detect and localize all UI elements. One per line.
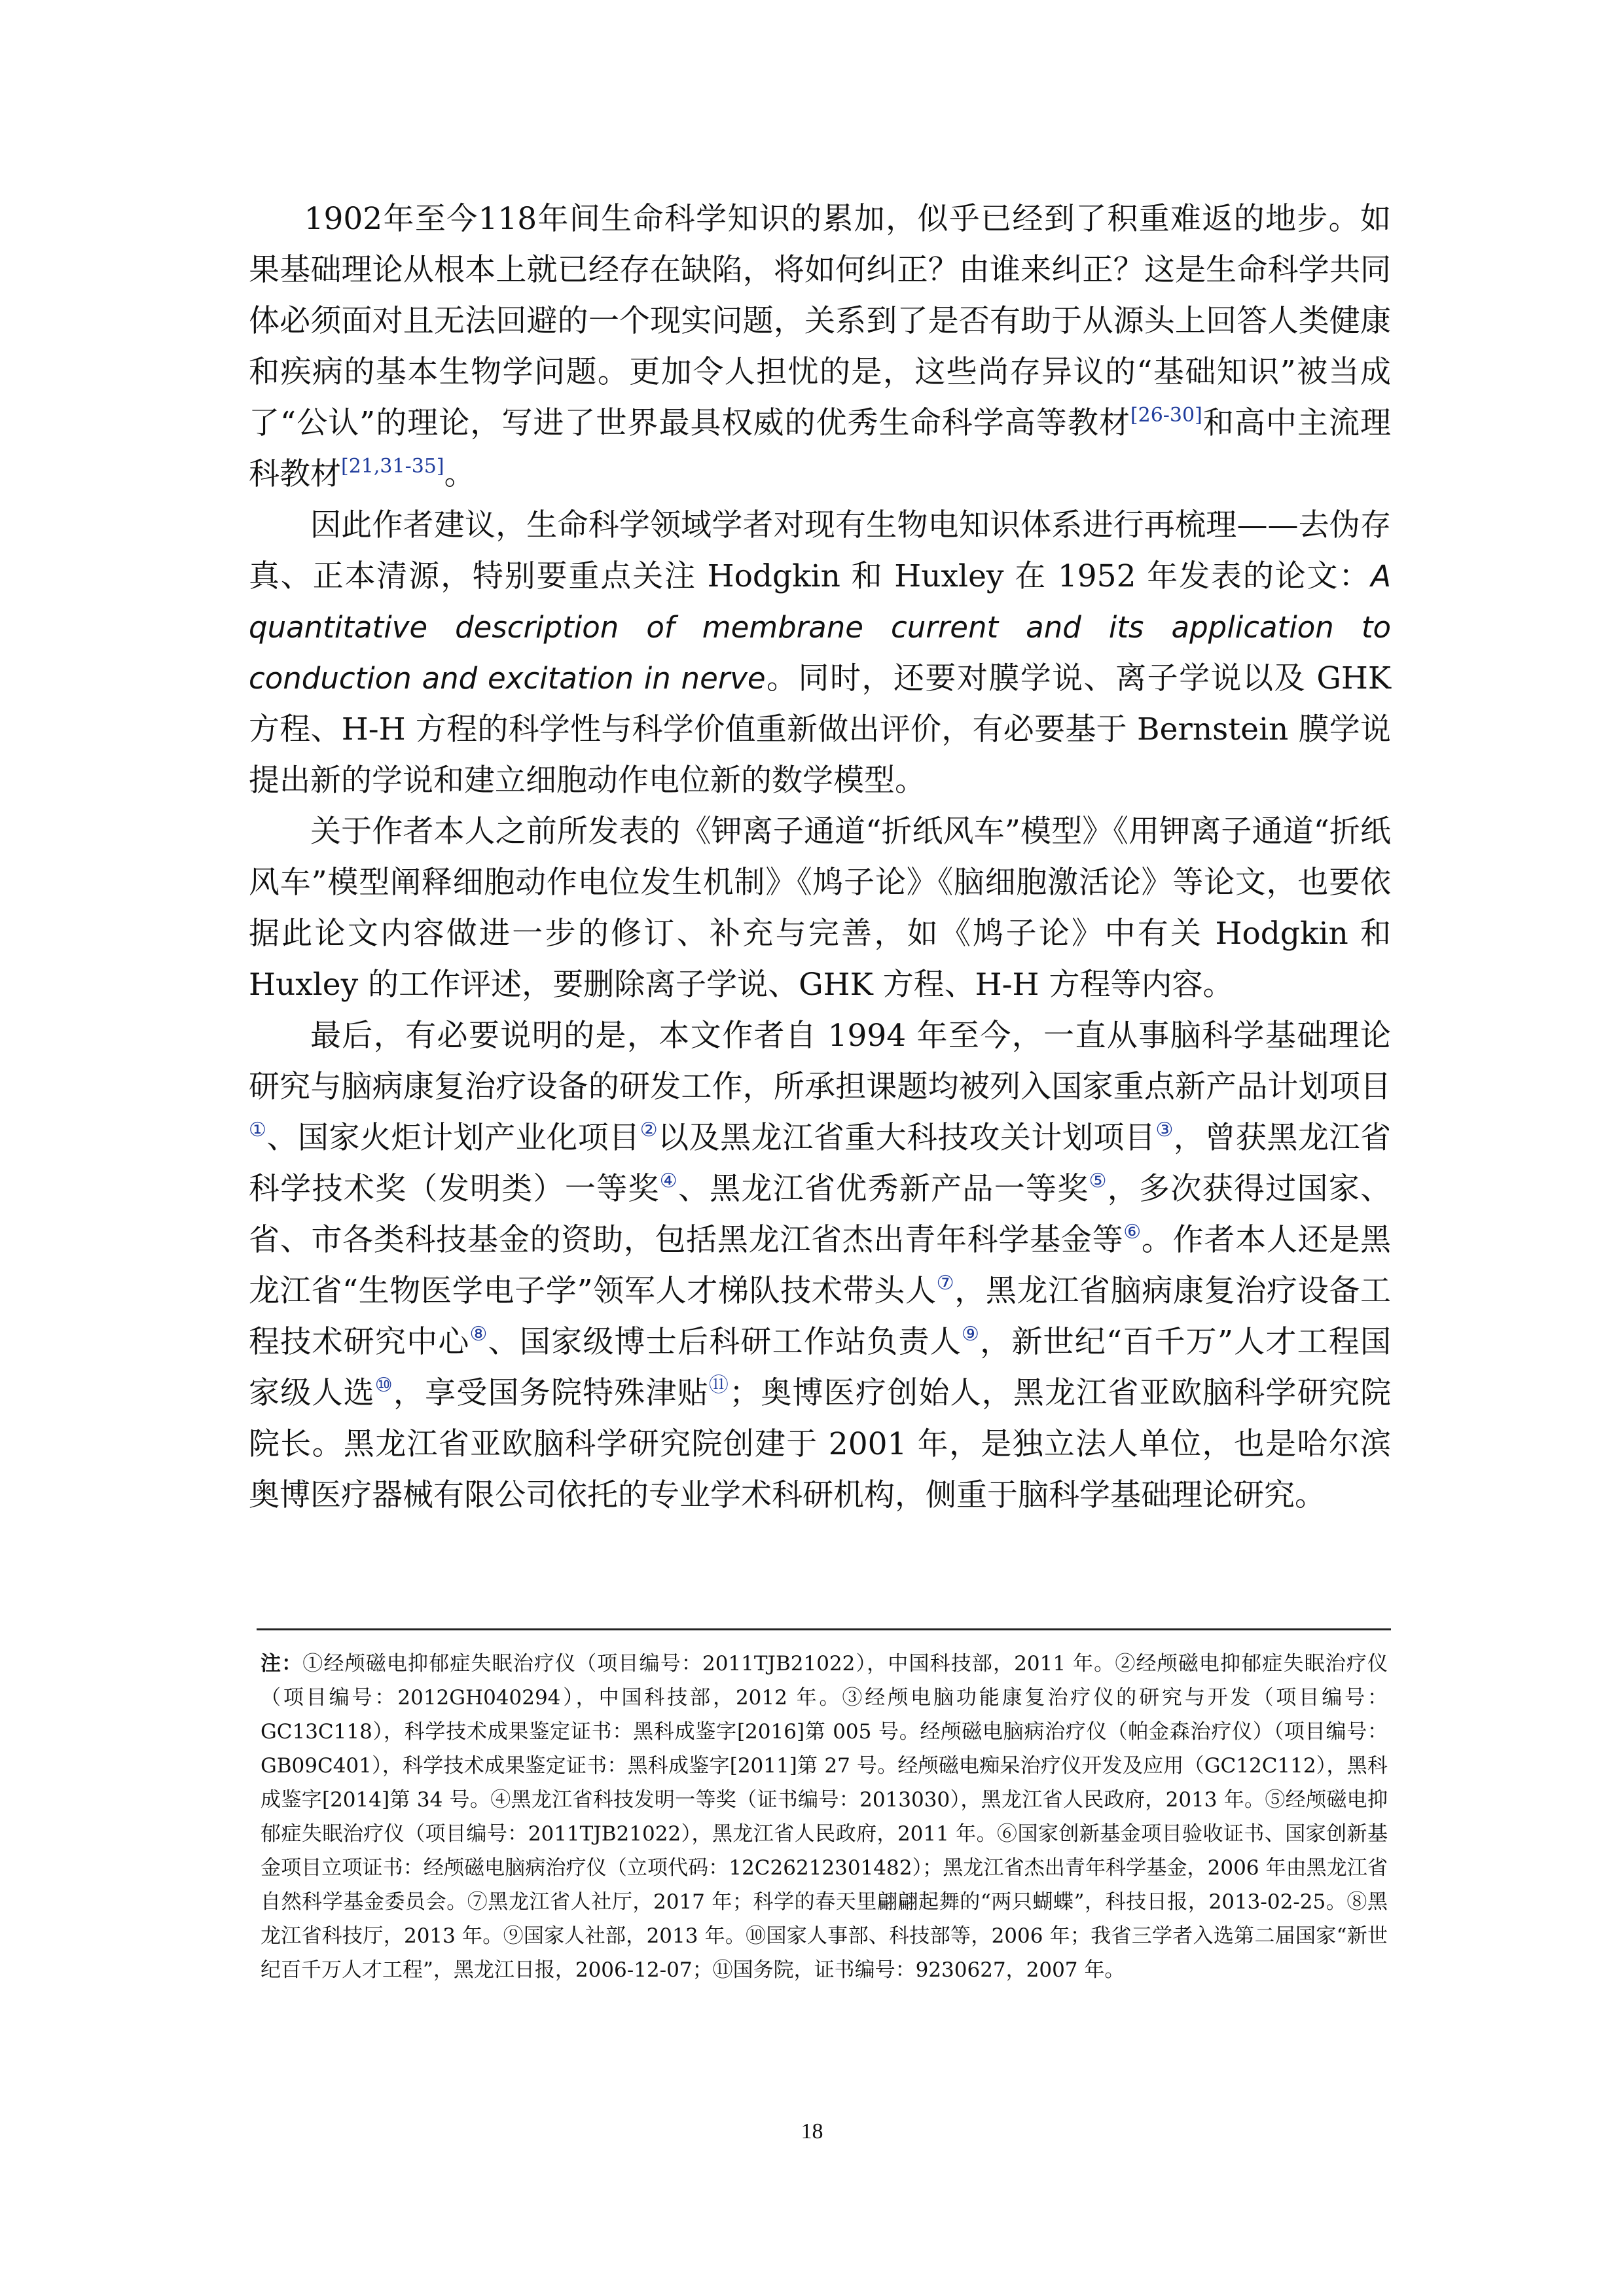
paragraph-4-text: ，享受国务院特殊津贴 xyxy=(393,1375,709,1411)
paragraph-2-text: 因此作者建议，生命科学领域学者对现有生物电知识体系进行再梳理——去伪存真、正本清源，特别要重点关注 Hodgkin 和 Huxley 在 1952 年发表的论文： xyxy=(249,507,1391,594)
note-mark-5[interactable]: ⑤ xyxy=(1089,1170,1108,1193)
note-mark-7[interactable]: ⑦ xyxy=(936,1272,955,1295)
paragraph-4-text: ，多次获得过国家、省、市各类科技基金的资助，包括黑龙江省杰出青年科学基金等 xyxy=(249,1171,1392,1258)
footnote-divider xyxy=(257,1628,1391,1630)
paragraph-2-text-b: 。同时，还要对膜学说、离子学说以及 GHK 方程、H-H 方程的科学性与科学价值重新做出评价，有必要基于 Bernstein 膜学说提出新的学说和建立细胞动作电位新的数学模型。 xyxy=(249,660,1391,798)
paragraph-4-text: ，新世纪“百千万”人才工程国家级人选 xyxy=(249,1324,1392,1411)
note-mark-3[interactable]: ③ xyxy=(1155,1119,1174,1141)
note-mark-11[interactable]: ⑪ xyxy=(708,1374,730,1397)
citation-26-30[interactable]: [26-30] xyxy=(1130,404,1202,427)
paragraph-3-text: 关于作者本人之前所发表的《钾离子通道“折纸风车”模型》《用钾离子通道“折纸风车”模型阐释细胞动作电位发生机制》《鸠子论》《脑细胞激活论》等论文，也要依据此论文内容做进一步的修订、补充与完善，如《鸠子论》中有关 Hodgkin 和 Huxley 的工作评述，要删除离子学说、GHK 方程、H-H 方程等内容。 xyxy=(249,814,1391,1003)
note-mark-8[interactable]: ⑧ xyxy=(469,1323,488,1346)
paragraph-1-end: 。 xyxy=(444,456,475,492)
paragraph-4-text: ；奥博医疗创始人，黑龙江省亚欧脑科学研究院院长。黑龙江省亚欧脑科学研究院创建于 2001 年，是独立法人单位，也是哈尔滨奥博医疗器械有限公司依托的专业学术科研机构，侧重于脑科学基础理论研究。 xyxy=(249,1375,1392,1513)
paragraph-2 xyxy=(249,500,1391,806)
note-mark-2[interactable]: ② xyxy=(640,1119,659,1141)
note-mark-9[interactable]: ⑨ xyxy=(961,1323,981,1346)
note-mark-4[interactable]: ④ xyxy=(659,1170,678,1193)
paragraph-4 xyxy=(249,1011,1391,1521)
paragraph-4-text: 、国家火炬计划产业化项目 xyxy=(266,1120,640,1156)
paragraph-1 xyxy=(249,194,1391,500)
paragraph-4-text: ，曾获黑龙江省科学技术奖（发明类）一等奖 xyxy=(249,1120,1392,1207)
note-mark-1[interactable]: ① xyxy=(249,1119,267,1141)
note-mark-10[interactable]: ⑩ xyxy=(374,1374,393,1397)
paragraph-4-text: 最后，有必要说明的是，本文作者自 1994 年至今，一直从事脑科学基础理论研究与脑病康复治疗设备的研发工作，所承担课题均被列入国家重点新产品计划项目 xyxy=(249,1018,1391,1105)
paragraph-4-text: 以及黑龙江省重大科技攻关计划项目 xyxy=(658,1120,1156,1156)
paragraph-4-text: 、国家级博士后科研工作站负责人 xyxy=(488,1324,962,1360)
footnote-block xyxy=(261,1647,1388,1987)
footnote-label: 注： xyxy=(261,1652,303,1676)
note-mark-6[interactable]: ⑥ xyxy=(1123,1221,1142,1244)
cited-paper-title: A quantitative description of membrane current and its application to conduction and excitation in nerve xyxy=(249,559,1391,696)
paragraph-1-text-b: 和高中主流理科教材 xyxy=(249,405,1392,492)
footnote-text: ①经颅磁电抑郁症失眠治疗仪（项目编号：2011TJB21022），中国科技部，2011 年。②经颅磁电抑郁症失眠治疗仪（项目编号：2012GH040294），中国科技部，2012 年。③经颅电脑功能康复治疗仪的研究与开发（项目编号：GC13C118），科学技术成果鉴定证书：黑科成鉴字[2016]第 005 号。经颅磁电脑病治疗仪（帕金森治疗仪）（项目编号：GB09C401），科学技术成果鉴定证书：黑科成鉴字[2011]第 27 号。经颅磁电痴呆治疗仪开发及应用（GC12C112），黑科成鉴字[2014]第 34 号。④黑龙江省科技发明一等奖（证书编号：2013030），黑龙江省人民政府，2013 年。⑤经颅磁电抑郁症失眠治疗仪（项目编号：2011TJB21022），黑龙江省人民政府，2011 年。⑥国家创新基金项目验收证书、国家创新基金项目立项证书：经颅磁电脑病治疗仪（立项代码：12C26212301482）；黑龙江省杰出青年科学基金，2006 年由黑龙江省自然科学基金委员会。⑦黑龙江省人社厅，2017 年；科学的春天里翩翩起舞的“两只蝴蝶”，科技日报，2013-02-25。⑧黑龙江省科技厅，2013 年。⑨国家人社部，2013 年。⑩国家人事部、科技部等，2006 年；我省三学者入选第二届国家“新世纪百千万人才工程”，黑龙江日报，2006-12-07；⑪国务院，证书编号：9230627，2007 年。 xyxy=(261,1652,1388,1982)
paragraph-4-text: 。作者本人还是黑龙江省“生物医学电子学”领军人才梯队技术带头人 xyxy=(249,1222,1391,1309)
paragraph-4-text: ，黑龙江省脑病康复治疗设备工程技术研究中心 xyxy=(249,1273,1391,1360)
paragraph-1-text: 1902年至今118年间生命科学知识的累加，似乎已经到了积重难返的地步。如果基础理论从根本上就已经存在缺陷，将如何纠正？由谁来纠正？这是生命科学共同体必须面对且无法回避的一个现实问题，关系到了是否有助于从源头上回答人类健康和疾病的基本生物学问题。更加令人担忧的是，这些尚存异议的“基础知识”被当成了“公认”的理论，写进了世界最具权威的优秀生命科学高等教材 xyxy=(249,201,1391,441)
citation-21-31-35[interactable]: [21,31-35] xyxy=(341,455,444,478)
paragraph-4-text: 、黑龙江省优秀新产品一等奖 xyxy=(677,1171,1089,1207)
body-text xyxy=(249,194,1391,1521)
paragraph-3 xyxy=(249,806,1391,1011)
page-number: 18 xyxy=(801,2119,823,2144)
